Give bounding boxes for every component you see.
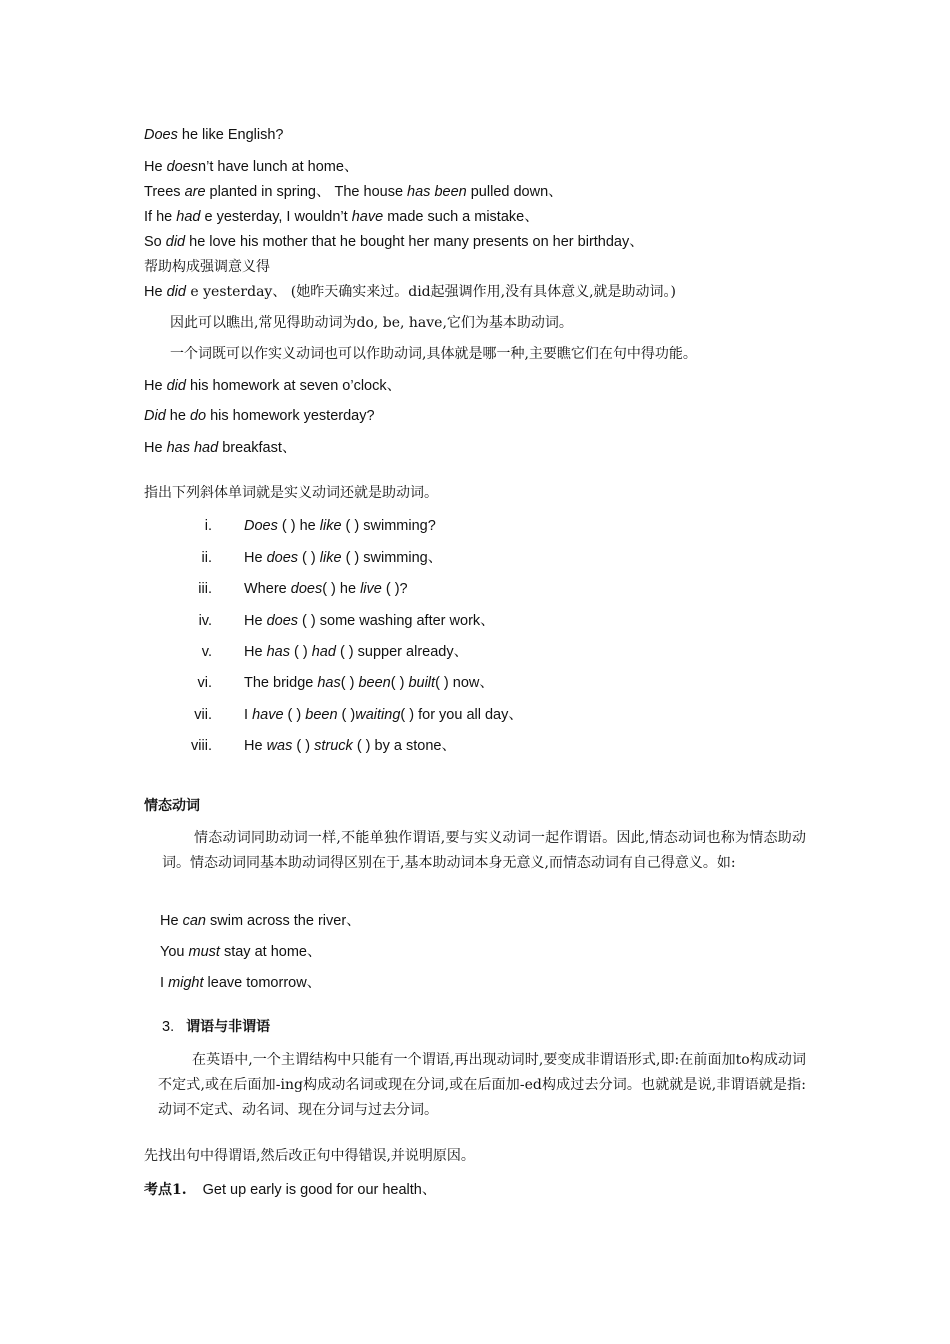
sentence-if-he-had: If he had e yesterday, I wouldn’t have made such a mistake、 bbox=[144, 209, 539, 225]
exercise-number: vi. bbox=[197, 675, 212, 691]
italic-word: must bbox=[188, 944, 220, 960]
exercise-number: i. bbox=[204, 518, 212, 534]
paragraph-basic-auxiliaries: 因此可以瞧出,常见得助动词为do, be, have,它们为基本助动词。 bbox=[170, 315, 573, 331]
exercise-item: I have ( ) been ( )waiting( ) for you all day、 bbox=[244, 707, 523, 723]
exercise-item: The bridge has( ) been( ) built( ) now、 bbox=[244, 675, 494, 691]
italic-word: was bbox=[266, 738, 293, 754]
italic-word: waiting bbox=[355, 707, 401, 723]
italic-word: does bbox=[290, 581, 323, 597]
find-predicate-instruction: 先找出句中得谓语,然后改正句中得错误,并说明原因。 bbox=[144, 1148, 475, 1164]
sentence-so-did-he-love: So did he love his mother that he bought her many presents on her birthday、 bbox=[144, 234, 644, 250]
kaodian-sentence: Get up early is good for our health、 bbox=[202, 1182, 437, 1198]
exercise-item: He does ( ) some washing after work、 bbox=[244, 613, 495, 629]
section-heading-3: 3. 谓语与非谓语 bbox=[162, 1019, 271, 1035]
exercise-item: He was ( ) struck ( ) by a stone、 bbox=[244, 738, 456, 754]
italic-word: have bbox=[252, 707, 284, 723]
italic-word: does bbox=[166, 159, 199, 175]
exercise-item: Does ( ) he like ( ) swimming? bbox=[244, 518, 436, 534]
exercise-number: iii. bbox=[198, 581, 212, 597]
italic-word: like bbox=[319, 518, 342, 534]
paragraph-modal-verbs: 情态动词同助动词一样,不能单独作谓语,要与实义动词一起作谓语。因此,情态动词也称为情态助动词。情态动词同基本助动词得区别在于,基本助动词本身无意义,而情态动词有自己得意义。如: bbox=[162, 830, 806, 871]
italic-word: built bbox=[408, 675, 436, 691]
italic-word: does bbox=[266, 550, 299, 566]
exercise-item: Where does( ) he live ( )? bbox=[244, 581, 408, 597]
exercise-number: iv. bbox=[198, 613, 212, 629]
modal-example: He can swim across the river、 bbox=[160, 913, 361, 929]
italic-word: does bbox=[266, 613, 299, 629]
exercise-number: viii. bbox=[191, 738, 212, 754]
exercise-item: He has ( ) had ( ) supper already、 bbox=[244, 644, 469, 660]
exercise-number: ii. bbox=[201, 550, 212, 566]
exercise-number: vii. bbox=[194, 707, 212, 723]
italic-word: been bbox=[358, 675, 391, 691]
italic-word: has bbox=[317, 675, 341, 691]
sentence-trees-planted: Trees are planted in spring、 The house has been pulled down、 bbox=[144, 184, 563, 200]
example-homework: He did his homework at seven o’clock、 bbox=[144, 378, 402, 394]
sentence-does-he-like: Does he like English? bbox=[144, 127, 284, 143]
italic-word: might bbox=[168, 975, 204, 991]
italic-word: had bbox=[311, 644, 336, 660]
sentence-he-did-come: He did e yesterday、 (她昨天确实来过。did起强调作用,没有具体意义,就是助动词。) bbox=[144, 284, 676, 300]
emphasis-note: 帮助构成强调意义得 bbox=[144, 259, 270, 275]
modal-example: I might leave tomorrow、 bbox=[160, 975, 322, 991]
sentence-doesnt-have-lunch: He doesn’t have lunch at home、 bbox=[144, 159, 359, 175]
italic-word: Does bbox=[144, 127, 178, 143]
exercise-number: v. bbox=[201, 644, 212, 660]
kaodian-label: 考点1. bbox=[144, 1182, 187, 1198]
paragraph-either-verb: 一个词既可以作实义动词也可以作助动词,具体就是哪一种,主要瞧它们在句中得功能。 bbox=[170, 346, 697, 362]
example-did-do: Did he do his homework yesterday? bbox=[144, 408, 375, 424]
kaodian-1 bbox=[144, 1180, 436, 1200]
example-has-had: He has had breakfast、 bbox=[144, 440, 297, 456]
exercise-instruction: 指出下列斜体单词就是实义动词还就是助动词。 bbox=[144, 485, 438, 501]
section-heading-modal-verbs: 情态动词 bbox=[144, 798, 200, 814]
italic-word: has bbox=[266, 644, 290, 660]
modal-example: You must stay at home、 bbox=[160, 944, 322, 960]
italic-word: can bbox=[182, 913, 206, 929]
exercise-item: He does ( ) like ( ) swimming、 bbox=[244, 550, 443, 566]
italic-word: struck bbox=[314, 738, 353, 754]
italic-word: like bbox=[319, 550, 342, 566]
italic-word: been bbox=[305, 707, 338, 723]
italic-word: live bbox=[360, 581, 382, 597]
paragraph-predicate: 在英语中,一个主谓结构中只能有一个谓语,再出现动词时,要变成非谓语形式,即:在前面加to构成动词不定式,或在后面加-ing构成动名词或现在分词,或在后面加-ed构成过去分词。也就就是说,非谓语就是指:动词不定式、动名词、现在分词与过去分词。 bbox=[158, 1052, 806, 1118]
italic-word: Does bbox=[244, 518, 278, 534]
